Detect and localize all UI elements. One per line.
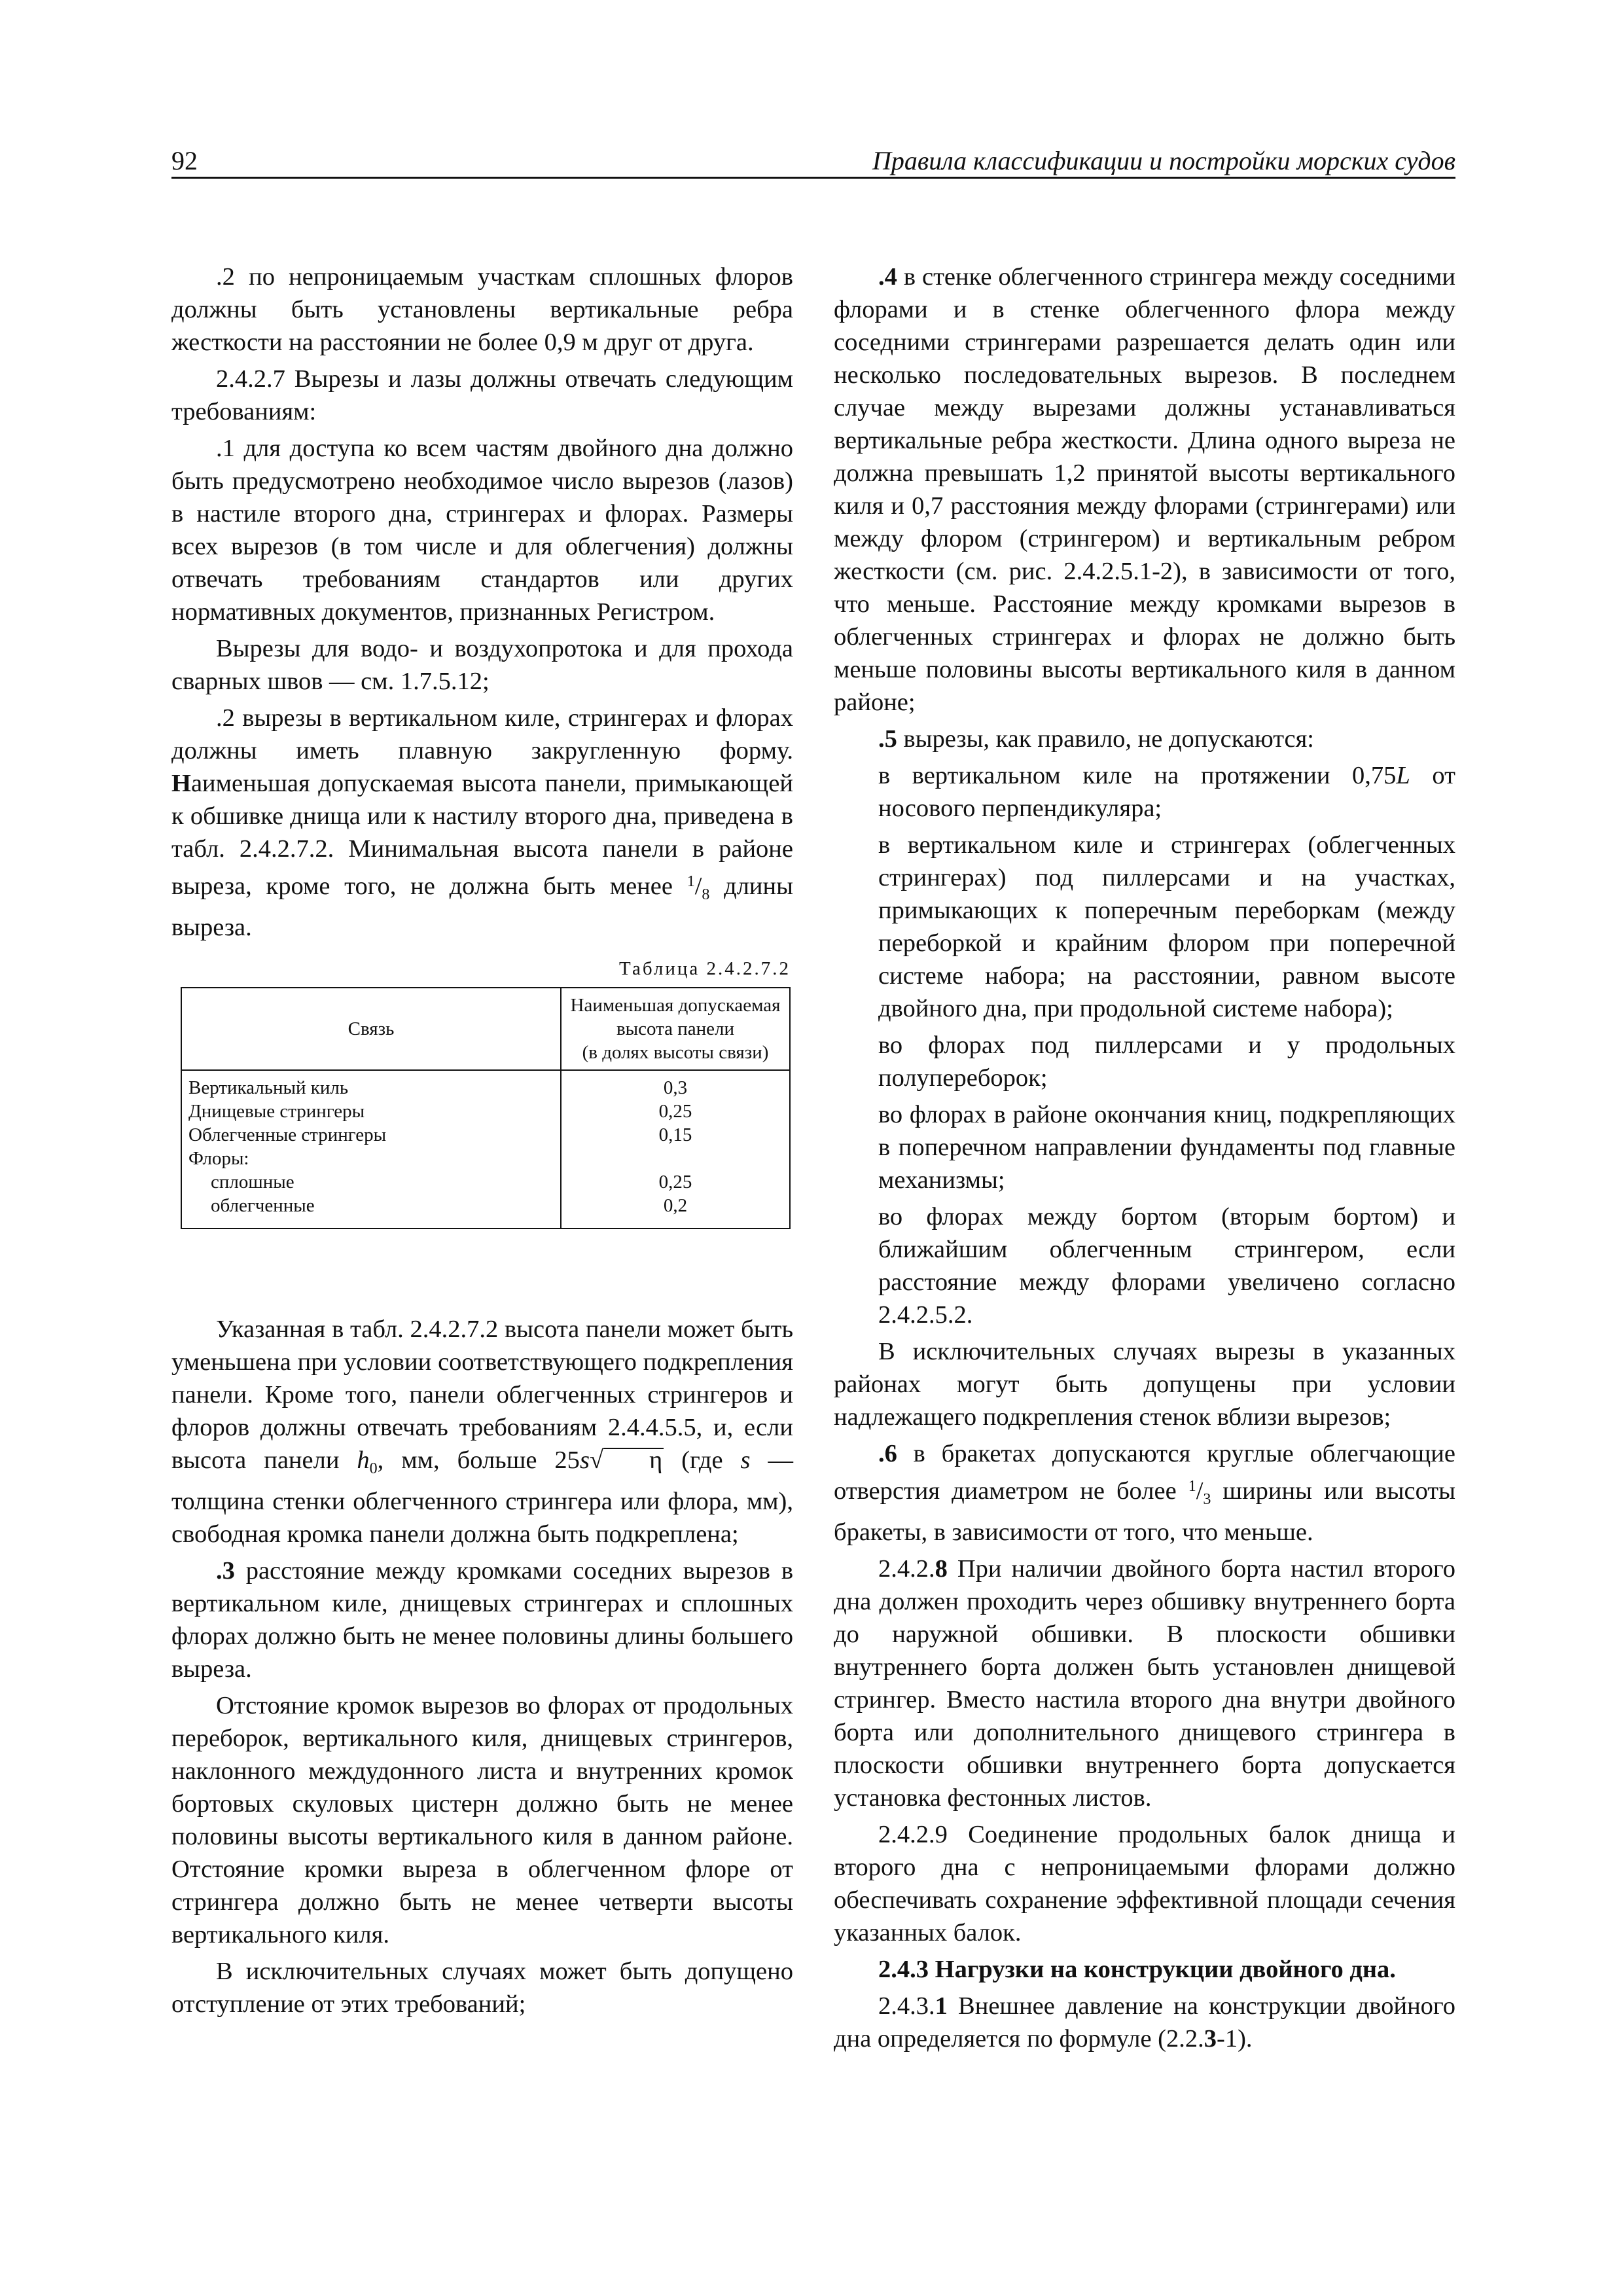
paragraph: Отстояние кромок вырезов во флорах от продольных переборок, вертикального киля, днищевых стрингеров, наклонного междудонного листа и внутренних кромок бортовых скуловых цистерн должно быть не менее половины высоты вертикального киля в данном районе. Отстояние кромки выреза в облегченном флоре от стрингера должно быть не менее четверти высоты вертикального киля. [171, 1692, 793, 1948]
item-number: .5 [878, 725, 897, 753]
formula-ref-bold: 3 [1204, 2025, 1217, 2053]
bold-letter: Н [171, 770, 191, 797]
fraction-numerator: 1 [687, 873, 695, 890]
paragraph [171, 702, 793, 944]
text-run: в бракетах допускаются круглые облегчающие отверстия диаметром не более [834, 1440, 1455, 1505]
paragraph [834, 260, 1455, 719]
table-row [181, 1170, 790, 1194]
table-block [181, 957, 791, 1229]
running-header [171, 145, 1455, 178]
table-header-min-height [561, 988, 790, 1070]
text-run: расстояние между кромками соседних вырезов в вертикальном киле, днищевых стрингерах и сплошных флорах должно быть не менее половины длины большего выреза. [171, 1557, 793, 1683]
row-label: облегченные [181, 1194, 561, 1229]
paragraph: в вертикальном киле и стрингерах (облегченных стрингерах) под пиллерсами и на участках, примыкающих к поперечным переборкам (между переборкой и крайним флором при поперечной системе набора; на расстоянии, равном высоте двойного дна, при продольной системе набора); [878, 831, 1455, 1022]
fraction-slash: / [1196, 1477, 1204, 1505]
paragraph: 2.4.2.7 Вырезы и лазы должны отвечать следующим требованиям: [171, 365, 793, 425]
text-run: .2 вырезы в вертикальном киле, стрингерах и флорах должны иметь плавную закругленную форму. [171, 704, 793, 764]
text-run: , мм, больше 25 [377, 1446, 580, 1474]
paragraph [834, 1953, 1455, 1986]
fraction-denominator: 8 [702, 886, 710, 903]
section-number: 2.4.3. [878, 1992, 935, 2020]
text-run: вырезы, как правило, не допускаются: [897, 725, 1315, 753]
section-number: 2.4.2. [878, 1555, 935, 1583]
paragraph [834, 1990, 1455, 2055]
fraction-denominator: 3 [1203, 1491, 1211, 1508]
paragraph: во флорах между бортом (вторым бортом) и ближайшим облегченным стрингером, если расстояние между флорами увеличено согласно 2.4.2.5.2. [878, 1203, 1455, 1329]
page-number: 92 [171, 146, 198, 175]
text-run: в стенке облегченного стрингера между соседними флорами и в стенке облегченного флора между соседними стрингерами разрешается делать один или несколько последовательных вырезов. В последнем случае между вырезами должны устанавливаться вертикальные ребра жесткости. Длина одного выреза не должна превышать 1,2 принятой высоты вертикального киля и 0,7 расстояния между флорами (стрингерами) или между флором (стрингером) и вертикальным ребром жесткости (см. рис. 2.4.2.5.1-2), в зависимости от того, что меньше. Расстояние между кромками вырезов в облегченных стрингерах и флорах не должно быть меньше половины высоты вертикального киля в данном районе; [834, 263, 1455, 716]
table-row [181, 1100, 790, 1123]
text-run: в вертикальном киле на протяжении 0,75 [878, 762, 1397, 789]
panel-height-table [181, 987, 791, 1229]
item-number: .4 [878, 263, 897, 291]
variable-s: s [579, 1446, 590, 1474]
text-run: (где [664, 1446, 741, 1474]
paragraph [834, 759, 1455, 825]
paragraph: во флорах под пиллерсами и у продольных полупереборок; [878, 1031, 1455, 1092]
paragraph: 2.4.2.9 Соединение продольных балок днища и второго дна с непроницаемыми флорами должно обеспечивать сохранение эффективной площади сечения указанных балок. [834, 1821, 1455, 1946]
paragraph [171, 1313, 793, 1551]
header-rule [171, 177, 1455, 179]
left-column [171, 260, 793, 2020]
paragraph: .2 по непроницаемым участкам сплошных флоров должны быть установлены вертикальные ребра жесткости на расстоянии не более 0,9 м друг от друга. [171, 263, 793, 356]
fraction-numerator: 1 [1188, 1478, 1196, 1495]
paragraph [834, 723, 1455, 755]
section-number-bold: 2.4.3 [878, 1956, 929, 1983]
subscript: 0 [369, 1460, 378, 1477]
text-run: аименьшая допускаемая высота панели, примыкающей к обшивке днища или к настилу второго дна, приведена в табл. 2.4.2.7.2. Минимальная высота панели в районе выреза, кроме того, не должна быть менее [171, 770, 793, 900]
text-run: длины выреза. [171, 872, 793, 941]
row-label: Флоры: [181, 1147, 561, 1170]
paragraph: Вырезы для водо- и воздухопротока и для прохода сварных швов — см. 1.7.5.12; [171, 635, 793, 695]
section-heading: агрузки на конструкции двойного дна. [954, 1956, 1396, 1983]
item-number: .6 [878, 1440, 897, 1467]
text-run: ширины или высоты бракеты, в зависимости от того, что меньше. [834, 1477, 1456, 1546]
row-value: 0,25 [561, 1170, 790, 1194]
text-run: Указанная в табл. 2.4.2.7.2 высота панели может быть уменьшена при условии соответствующего подкрепления панели. Кроме того, панели облегченных стрингеров и флоров должны отвечать требованиям 2.4.4.5.5, и, если высота панели [171, 1316, 793, 1474]
table-header-member: Связь [181, 988, 561, 1070]
row-value: 0,15 [561, 1123, 790, 1147]
paragraph: во флорах в районе окончания книц, подкрепляющих в поперечном направлении фундаменты под главные механизмы; [878, 1101, 1455, 1194]
row-value: 0,3 [561, 1070, 790, 1100]
fraction-slash: / [694, 872, 702, 900]
header-line: Наименьшая допускаемая [570, 995, 781, 1016]
paragraph [171, 1554, 793, 1685]
paragraph: В исключительных случаях вырезы в указанных районах могут быть допущены при условии надлежащего подкрепления стенок вблизи вырезов; [834, 1338, 1455, 1431]
variable-s: s [740, 1446, 751, 1474]
paragraph [834, 1437, 1455, 1549]
text-run: -1). [1217, 2025, 1253, 2053]
text-run: При наличии двойного борта настил второго дна должен проходить через обшивку внутреннего борта до наружной обшивки. В плоскости обшивки внутреннего борта должен быть установлен днищевой стрингер. Вместо настила второго дна внутри двойного борта или дополнительного днищевого стрингера в плоскости обшивки внутреннего борта допускается установка фестонных листов. [834, 1555, 1455, 1812]
row-label: сплошные [181, 1170, 561, 1194]
header-line: высота панели [616, 1018, 735, 1039]
sqrt-sign: √ [589, 1446, 604, 1474]
variable-h: h [357, 1446, 370, 1474]
text-run: — толщина стенки облегченного стрингера или флора, мм), свободная кромка панели должна быть подкреплена; [171, 1446, 794, 1548]
row-value: 0,2 [561, 1194, 790, 1229]
paragraph: .1 для доступа ко всем частям двойного дна должно быть предусмотрено необходимое число вырезов (лазов) в настиле второго дна, стрингерах и флорах. Размеры всех вырезов (в том числе и для облегчения) должны отвечать требованиям стандартов или других нормативных документов, признанных Регистром. [171, 435, 793, 626]
table-row [181, 1123, 790, 1147]
sqrt-argument: η [603, 1448, 664, 1471]
text-run: от носового перпендикуляра; [878, 762, 1455, 822]
row-label: Днищевые стрингеры [181, 1100, 561, 1123]
table-row [181, 1147, 790, 1170]
row-value: 0,25 [561, 1100, 790, 1123]
table-row [181, 1070, 790, 1100]
paragraph [834, 1552, 1455, 1814]
running-title: Правила классификации и постройки морских судов [872, 146, 1455, 175]
table-row [181, 1194, 790, 1229]
header-line: (в долях высоты связи) [582, 1042, 769, 1063]
variable-L: L [1396, 762, 1410, 789]
table-caption: Таблица 2.4.2.7.2 [618, 958, 791, 979]
row-label: Вертикальный киль [181, 1070, 561, 1100]
row-label: Облегченные стрингеры [181, 1123, 561, 1147]
item-number: .3 [216, 1557, 235, 1585]
paragraph: В исключительных случаях может быть допущено отступление от этих требований; [171, 1958, 793, 2018]
right-column [834, 260, 1455, 2055]
text-run: Внешнее давление на конструкции двойного дна определяется по формуле (2.2. [834, 1992, 1455, 2053]
section-number-bold: 8 [935, 1555, 948, 1583]
section-number-bold: 1 [935, 1992, 948, 2020]
row-value [561, 1147, 790, 1170]
bold-letter: Н [935, 1956, 955, 1983]
space [929, 1956, 935, 1983]
